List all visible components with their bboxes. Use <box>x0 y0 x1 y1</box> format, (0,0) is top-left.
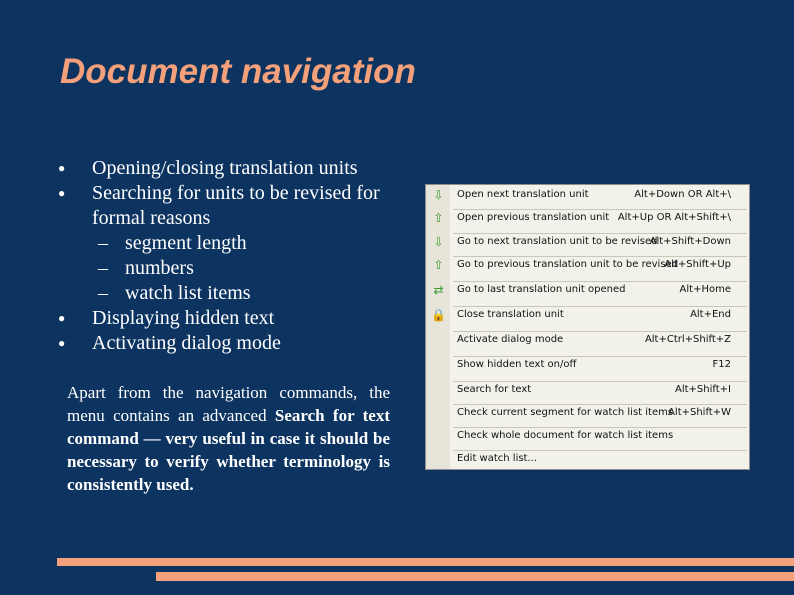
menu-item-label: Check whole document for watch list items <box>457 430 674 441</box>
sub-bullet-item: – segment length <box>98 232 247 254</box>
green-arrow-down-icon: ⇩ <box>433 188 444 202</box>
menu-item-label: Go to next translation unit to be revised <box>457 236 658 247</box>
menu-item[interactable] <box>426 185 749 207</box>
menu-item[interactable] <box>426 280 749 302</box>
menu-item-shortcut: Alt+Shift+Up <box>664 259 731 270</box>
menu-item[interactable] <box>426 255 749 277</box>
menu-item-label: Open previous translation unit <box>457 212 610 223</box>
bullet-icon: ● <box>58 336 66 350</box>
green-arrow-up-icon: ⇧ <box>433 211 444 225</box>
paragraph-text: Apart from the navigation commands, the menu contains an advanced <box>67 383 390 425</box>
menu-item-label: Check current segment for watch list items <box>457 407 674 418</box>
menu-item-shortcut: Alt+Ctrl+Shift+Z <box>644 334 731 345</box>
menu-item-label: Search for text <box>457 384 532 395</box>
menu-item[interactable] <box>426 449 749 471</box>
slide-title: Document navigation <box>60 52 416 91</box>
paragraph-bold-text: Search for text command — very useful in case it should be necessary to verify whether terminology is consistently used. <box>67 406 390 494</box>
menu-item-label: Open next translation unit <box>457 189 589 200</box>
bullet-item: ● Displaying hidden text <box>58 307 275 329</box>
menu-item-shortcut: F12 <box>712 359 731 370</box>
description-paragraph <box>67 381 390 496</box>
bullet-item: ● Activating dialog mode <box>58 332 281 354</box>
menu-item-shortcut: Alt+Shift+Down <box>649 236 731 247</box>
arrow-up-revise-icon: ⇧ <box>433 258 444 272</box>
bullet-icon: ● <box>58 311 66 325</box>
sub-bullet-item: – numbers <box>98 257 194 279</box>
arrow-down-revise-icon: ⇩ <box>433 235 444 249</box>
menu-item[interactable] <box>426 426 749 448</box>
bullet-icon: ● <box>58 161 66 175</box>
menu-item[interactable] <box>426 403 749 425</box>
menu-item[interactable] <box>426 305 749 327</box>
bullet-icon: ● <box>58 186 66 200</box>
menu-item[interactable] <box>426 232 749 254</box>
decorative-bar-bottom <box>156 572 794 581</box>
back-forth-arrows-icon: ⇄ <box>433 283 444 297</box>
dash-icon: – <box>98 282 108 304</box>
sub-bullet-item: – watch list items <box>98 282 251 304</box>
dash-icon: – <box>98 232 108 254</box>
menu-item-label: Close translation unit <box>457 309 564 320</box>
dash-icon: – <box>98 257 108 279</box>
bullet-item: ● Searching for units to be revised for formal reasons <box>58 182 380 229</box>
menu-item[interactable] <box>426 380 749 402</box>
lock-icon: 🔒 <box>431 308 446 322</box>
menu-item-shortcut: Alt+Shift+W <box>668 407 731 418</box>
navigation-context-menu <box>425 184 750 470</box>
menu-item[interactable] <box>426 355 749 377</box>
decorative-bar-top <box>57 558 794 566</box>
menu-item-shortcut: Alt+Up OR Alt+Shift+\ <box>617 212 731 223</box>
menu-item-label: Go to previous translation unit to be revised <box>457 259 679 270</box>
menu-item-label: Activate dialog mode <box>457 334 564 345</box>
menu-item[interactable] <box>426 208 749 230</box>
menu-item-shortcut: Alt+Down OR Alt+\ <box>634 189 731 200</box>
menu-item-shortcut: Alt+End <box>690 309 731 320</box>
bullet-item: ● Opening/closing translation units <box>58 157 358 179</box>
menu-item-label: Go to last translation unit opened <box>457 284 626 295</box>
menu-item[interactable] <box>426 330 749 352</box>
menu-item-shortcut: Alt+Shift+I <box>675 384 731 395</box>
menu-item-shortcut: Alt+Home <box>679 284 731 295</box>
menu-item-label: Edit watch list... <box>457 453 538 464</box>
bullet-list <box>58 156 408 356</box>
menu-item-label: Show hidden text on/off <box>457 359 577 370</box>
